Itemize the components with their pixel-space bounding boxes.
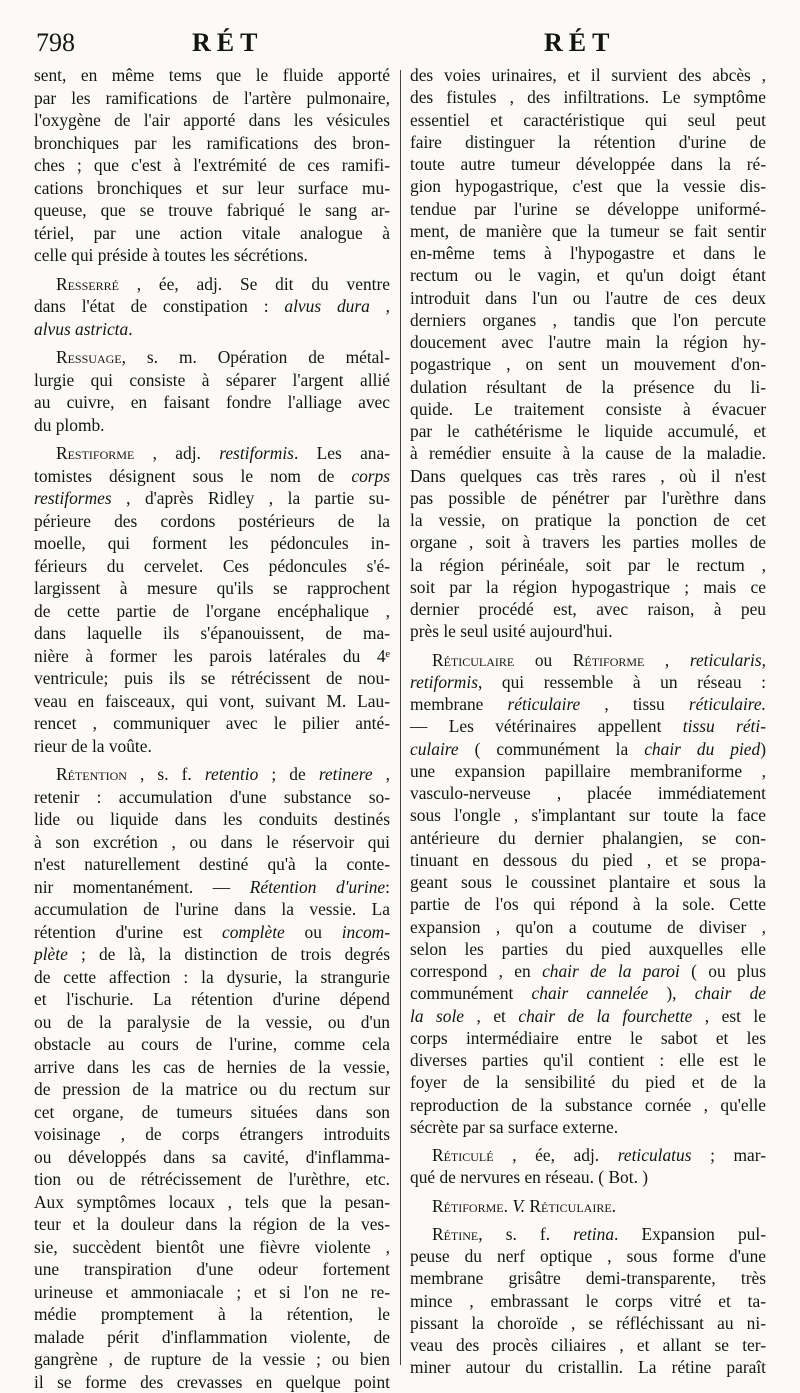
text-segment: introduit dans l'un ou l'autre de ces deux	[410, 288, 766, 308]
text-line	[410, 649, 766, 671]
text-line	[410, 242, 766, 264]
text-segment: , et	[464, 1006, 518, 1026]
text-segment: teur et la douleur dans la région de la ves-	[34, 1214, 390, 1234]
italic-term: restiformes	[34, 488, 112, 508]
italic-term: retentio	[205, 764, 258, 784]
text-line	[410, 175, 766, 197]
text-segment: à son excrétion , ou dans le réservoir qui	[34, 832, 390, 852]
text-line	[34, 1123, 390, 1146]
italic-term: corps	[351, 466, 390, 486]
text-segment: tendue par l'urine se développe uniformé-	[410, 199, 766, 219]
text-segment: quide. Le traitement consiste à évacuer	[410, 399, 766, 419]
text-segment: tomistes désignent sous le nom de	[34, 466, 351, 486]
text-line	[34, 1213, 390, 1236]
text-line	[34, 1236, 390, 1259]
italic-term: tissu réti-	[683, 716, 766, 736]
italic-term: chair de la fourchette	[518, 1006, 692, 1026]
text-line	[34, 391, 390, 414]
text-segment: moelle, qui forment les pédoncules in-	[34, 533, 390, 553]
text-line	[34, 465, 390, 488]
text-line	[34, 943, 390, 966]
italic-term: alvus astricta	[34, 319, 128, 339]
text-line	[410, 420, 766, 442]
text-line	[410, 1005, 766, 1027]
text-line	[410, 531, 766, 553]
text-segment: )	[760, 739, 766, 759]
text-line	[34, 510, 390, 533]
italic-term: complète	[222, 922, 285, 942]
text-line	[410, 287, 766, 309]
text-line	[410, 849, 766, 871]
text-segment: queuse, que se trouve fabriqué le sang ar-	[34, 200, 390, 220]
text-segment: corps intermédiaire entre le sabot et les	[410, 1028, 766, 1048]
text-segment: rectum ou le vagin, et qu'un doigt étant	[410, 265, 766, 285]
text-line	[410, 331, 766, 353]
italic-term: chair cannelée	[532, 983, 649, 1003]
text-line	[34, 64, 390, 87]
text-segment: de cette partie de l'organe encéphalique ,	[34, 601, 390, 621]
text-segment: ; de	[258, 764, 319, 784]
text-segment: ( communément la	[459, 739, 645, 759]
text-segment: ches ; que c'est à l'extrémité de ces ramifi-	[34, 155, 390, 175]
entry-headword: Rétiforme	[432, 1196, 504, 1216]
text-line	[410, 1195, 766, 1217]
text-line	[410, 220, 766, 242]
text-segment: bronchiques par les ramifications des bron-	[34, 133, 390, 153]
text-segment: antérieure du dernier phalangien, se con-	[410, 828, 766, 848]
text-line	[34, 735, 390, 758]
text-line	[410, 264, 766, 286]
text-line	[34, 318, 390, 341]
text-segment: rieur de la voûte.	[34, 736, 152, 756]
text-line	[34, 622, 390, 645]
text-line	[34, 199, 390, 222]
text-segment: nière à former les parois latérales du 4ᵉ	[34, 646, 390, 666]
text-segment: rencet , communiquer avec le pilier anté-	[34, 713, 390, 733]
text-segment: soit par la région hypogastrique ; mais ce	[410, 577, 766, 597]
text-segment: .	[128, 319, 132, 339]
text-segment: gion hypogastrique, c'est que la vessie dis-	[410, 176, 766, 196]
text-segment: arrive dans les cas de hernies de la vessie,	[34, 1057, 390, 1077]
text-segment: , s. f.	[127, 764, 205, 784]
text-line	[34, 109, 390, 132]
text-line	[410, 1027, 766, 1049]
entry-headword: Rétine	[432, 1224, 478, 1244]
text-segment: mince , embrassant le corps vitré et ta-	[410, 1291, 766, 1311]
text-segment: férieurs du cervelet. Ces pédoncules s'é-	[34, 556, 390, 576]
text-segment: partie de l'os qui répond à la sole. Cette	[410, 894, 766, 914]
text-line	[410, 487, 766, 509]
text-line	[34, 786, 390, 809]
text-line	[410, 109, 766, 131]
text-segment: lurgie qui consiste à séparer l'argent allié	[34, 370, 390, 390]
text-segment: pas possible de pénétrer par l'urèthre dans	[410, 488, 766, 508]
entry-headword: Rétiforme	[573, 650, 645, 670]
text-segment: à remédier ensuite à la cause de la maladie.	[410, 443, 766, 463]
italic-term: la sole	[410, 1006, 464, 1026]
text-segment: toute autre tumeur développée dans la ré-	[410, 154, 766, 174]
text-line	[410, 938, 766, 960]
text-segment: la vessie, on pratique la ponction de cet	[410, 510, 766, 530]
text-line	[34, 1056, 390, 1079]
text-segment: rétention d'urine est	[34, 922, 222, 942]
text-line	[410, 554, 766, 576]
text-segment: .	[612, 1196, 616, 1216]
text-line	[34, 346, 390, 369]
text-segment: miner autour du cristallin. La rétine paraît	[410, 1357, 766, 1377]
text-segment: près le seul usité aujourd'hui.	[410, 621, 613, 641]
text-segment: sous l'ongle , s'implantant sur toute la face	[410, 805, 766, 825]
text-segment: ,	[644, 650, 689, 670]
entry-headword: Rétention	[56, 764, 127, 784]
text-line	[34, 369, 390, 392]
text-segment: , s. f.	[478, 1224, 573, 1244]
text-segment: une expansion papillaire membraniforme ,	[410, 761, 766, 781]
text-line	[410, 916, 766, 938]
text-line	[410, 465, 766, 487]
text-segment: , ée, adj.	[494, 1145, 618, 1165]
text-segment: l'oxygène de l'air apporté dans les vésicules	[34, 110, 390, 130]
text-line	[410, 309, 766, 331]
italic-term: chair de la paroi	[542, 961, 680, 981]
text-line	[410, 131, 766, 153]
text-line	[34, 712, 390, 735]
left-text-column	[34, 64, 390, 1393]
entry-headword: Réticulaire	[432, 650, 514, 670]
text-segment: qué de nervures en réseau. ( Bot. )	[410, 1167, 648, 1187]
text-segment: . Les ana-	[294, 443, 390, 463]
text-segment: Aux symptômes locaux , tels que la pesan-	[34, 1192, 390, 1212]
text-line	[410, 1049, 766, 1071]
entry-headword: Resserré	[56, 274, 119, 294]
text-segment: ; de là, la distinction de trois degrés	[68, 944, 390, 964]
text-segment: .	[504, 1196, 513, 1216]
italic-term: réticulaire.	[689, 694, 766, 714]
text-line	[410, 1290, 766, 1312]
text-segment: veau en faisceaux, qui vont, suivant M. Lau-	[34, 691, 390, 711]
text-line	[34, 1191, 390, 1214]
text-segment: par les ramifications de l'artère pulmonaire,	[34, 88, 390, 108]
text-line	[34, 988, 390, 1011]
text-segment: reproduction de la substance cornée , qu'elle	[410, 1095, 766, 1115]
text-line	[410, 760, 766, 782]
text-line	[34, 442, 390, 465]
text-line	[34, 921, 390, 944]
text-line	[410, 1312, 766, 1334]
italic-term: culaire	[410, 739, 459, 759]
text-line	[34, 87, 390, 110]
text-line	[410, 1094, 766, 1116]
text-line	[34, 1326, 390, 1349]
text-line	[410, 509, 766, 531]
text-segment: pissant la choroïde , se réfléchissant au ni-	[410, 1313, 766, 1333]
italic-term: chair de	[695, 983, 766, 1003]
text-line	[34, 1258, 390, 1281]
text-segment: obstacle au cours de l'urine, comme cela	[34, 1034, 390, 1054]
text-line	[410, 376, 766, 398]
text-line	[410, 827, 766, 849]
text-line	[34, 831, 390, 854]
text-line	[410, 1356, 766, 1378]
text-segment: ; mar-	[691, 1145, 766, 1165]
text-segment: du plomb.	[34, 415, 105, 435]
text-segment: ventricule; puis ils se rétrécissent de nou-	[34, 668, 390, 688]
running-head-left: RÉT	[192, 28, 263, 58]
text-line	[34, 1168, 390, 1191]
text-line	[410, 693, 766, 715]
text-segment: voisinage , de corps étrangers introduits	[34, 1124, 390, 1144]
text-line	[34, 244, 390, 267]
text-segment: des fistules , des infiltrations. Le symptôme	[410, 87, 766, 107]
text-line	[34, 808, 390, 831]
right-text-column	[410, 64, 766, 1379]
text-segment: expansion , qu'on a coutume de diviser ,	[410, 917, 766, 937]
text-line	[34, 295, 390, 318]
text-segment: communément	[410, 983, 532, 1003]
text-segment: lide ou liquide dans les conduits destinés	[34, 809, 390, 829]
entry-headword: Réticulé	[432, 1145, 494, 1165]
text-segment: des voies urinaires, et il survient des abcès ,	[410, 65, 766, 85]
text-segment: celle qui préside à toutes les sécrétions.	[34, 245, 308, 265]
text-segment: par le cathétérisme le liquide accumulé, et	[410, 421, 766, 441]
text-segment: vasculo-nerveuse , placée immédiatement	[410, 783, 766, 803]
text-line	[410, 620, 766, 642]
text-line	[410, 1166, 766, 1188]
text-segment: largissent à mesure qu'ils se rapprochent	[34, 578, 390, 598]
text-line	[34, 1348, 390, 1371]
text-segment: selon les parties du pied auxquelles elle	[410, 939, 766, 959]
text-segment: tinuant en dessous du pied , et se propa-	[410, 850, 766, 870]
text-segment: tion ou de rétrécissement de l'urèthre, etc.	[34, 1169, 390, 1189]
text-segment: cations bronchiques et sur leur surface mu-	[34, 178, 390, 198]
text-segment: médie promptement à la rétention, le	[34, 1304, 390, 1324]
text-line	[34, 132, 390, 155]
text-line	[410, 982, 766, 1004]
text-segment: de cette affection : la dysurie, la strangurie	[34, 967, 390, 987]
text-segment: , d'après Ridley , la partie su-	[112, 488, 390, 508]
text-segment: dans laquelle ils s'épanouissent, de ma-	[34, 623, 390, 643]
text-segment: ment, de manière que la tumeur se fait sentir	[410, 221, 766, 241]
text-segment: accumulation de l'urine dans la vessie. La	[34, 899, 390, 919]
text-line	[34, 898, 390, 921]
text-line	[34, 177, 390, 200]
text-line	[410, 398, 766, 420]
text-segment: une transpiration d'une odeur fortement	[34, 1259, 390, 1279]
italic-term: reticularis,	[690, 650, 766, 670]
text-segment: ou	[514, 650, 573, 670]
italic-term: V.	[512, 1196, 525, 1216]
text-line	[34, 273, 390, 296]
text-segment: il se forme des crevasses en quelque point	[34, 1372, 390, 1392]
text-line	[34, 667, 390, 690]
text-line	[410, 893, 766, 915]
text-line	[410, 576, 766, 598]
text-segment: urineuse et ammoniacale ; et si l'on ne re-	[34, 1282, 390, 1302]
text-line	[34, 645, 390, 668]
text-segment: ou	[285, 922, 342, 942]
text-segment: retenir : accumulation d'une substance so-	[34, 787, 390, 807]
text-line	[34, 154, 390, 177]
italic-term: chair du pied	[644, 739, 760, 759]
text-segment: cet organe, de tumeurs situées dans son	[34, 1102, 390, 1122]
text-line	[410, 671, 766, 693]
text-segment: au cuivre, en faisant fondre l'alliage avec	[34, 392, 390, 412]
text-segment: essentiel et caractéristique qui seul peut	[410, 110, 766, 130]
text-segment: membrane	[410, 694, 508, 714]
text-line	[410, 1334, 766, 1356]
text-segment: membrane grisâtre demi-transparente, très	[410, 1268, 766, 1288]
text-line	[34, 853, 390, 876]
text-segment: . Expansion pul-	[614, 1224, 766, 1244]
text-line	[34, 414, 390, 437]
italic-term: restiformis	[219, 443, 294, 463]
page-number: 798	[36, 28, 75, 58]
text-segment: , s. m. Opération de métal-	[122, 347, 390, 367]
text-line	[34, 966, 390, 989]
text-segment: pogastrique , on sent un mouvement d'on-	[410, 354, 766, 374]
text-line	[34, 1033, 390, 1056]
text-segment: , tissu	[580, 694, 689, 714]
text-line	[34, 487, 390, 510]
text-segment: — Les vétérinaires appellent	[410, 716, 683, 736]
text-line	[410, 353, 766, 375]
text-line	[34, 1146, 390, 1169]
italic-term: retinere	[319, 764, 373, 784]
text-segment: ( ou plus	[680, 961, 766, 981]
text-line	[410, 715, 766, 737]
text-segment: , adj.	[134, 443, 219, 463]
italic-term: retina	[573, 1224, 614, 1244]
text-line	[410, 598, 766, 620]
text-line	[410, 64, 766, 86]
text-line	[34, 763, 390, 786]
text-line	[410, 153, 766, 175]
text-segment: sie, succèdent bientôt une fièvre violente ,	[34, 1237, 390, 1257]
text-segment: ou de la paralysie de la vessie, ou d'un	[34, 1012, 390, 1032]
italic-term: réticulaire	[508, 694, 581, 714]
text-segment: et l'ischurie. La rétention d'urine dépend	[34, 989, 390, 1009]
text-line	[34, 600, 390, 623]
text-segment: correspond , en	[410, 961, 542, 981]
text-line	[410, 1223, 766, 1245]
text-segment: ,	[370, 296, 390, 316]
italic-term: Rétention d'urine	[250, 877, 385, 897]
text-segment: sent, en même tems que le fluide apporté	[34, 65, 390, 85]
italic-term: plète	[34, 944, 68, 964]
text-line	[410, 804, 766, 826]
text-line	[34, 1101, 390, 1124]
text-line	[34, 1371, 390, 1393]
entry-headword: Restiforme	[56, 443, 134, 463]
italic-term: retiformis	[410, 672, 478, 692]
text-line	[410, 1116, 766, 1138]
text-segment: :	[385, 877, 390, 897]
text-segment: malade périt d'inflammation violente, de	[34, 1327, 390, 1347]
text-line	[34, 1303, 390, 1326]
column-divider	[400, 70, 401, 1365]
text-segment: en-même tems à l'hypogastre et dans le	[410, 243, 766, 263]
text-line	[410, 1144, 766, 1166]
entry-headword: Réticulaire	[529, 1196, 611, 1216]
text-line	[410, 1071, 766, 1093]
text-segment: , ée, adj. Se dit du ventre	[119, 274, 390, 294]
text-segment: dernier procédé est, avec raison, à peu	[410, 599, 766, 619]
text-line	[34, 876, 390, 899]
text-segment: sécrète par sa surface externe.	[410, 1117, 618, 1137]
text-segment: foyer de la sensibilité du pied et de la	[410, 1072, 766, 1092]
text-segment: derniers organes , tandis que l'on percute	[410, 310, 766, 330]
italic-term: reticulatus	[618, 1145, 692, 1165]
text-line	[34, 1078, 390, 1101]
text-segment: de pression de la matrice ou du rectum sur	[34, 1079, 390, 1099]
text-line	[410, 871, 766, 893]
text-segment: faire distinguer la rétention d'urine de	[410, 132, 766, 152]
text-segment: geant sous le coussinet plantaire et sous la	[410, 872, 766, 892]
text-line	[410, 960, 766, 982]
text-line	[410, 738, 766, 760]
entry-headword: Ressuage	[56, 347, 122, 367]
text-segment: Dans quelques cas très rares , où il n'est	[410, 466, 766, 486]
text-segment: ou développés dans sa cavité, d'inflamma-	[34, 1147, 390, 1167]
text-segment: ,	[373, 764, 390, 784]
italic-term: alvus dura	[284, 296, 369, 316]
text-line	[34, 1011, 390, 1034]
text-segment: gangrène , de rupture de la vessie ; ou bien	[34, 1349, 390, 1369]
running-head-right: RÉT	[544, 28, 615, 58]
text-segment: tériel, par une action vitale analogue à	[34, 223, 390, 243]
text-segment: dans l'état de constipation :	[34, 296, 284, 316]
italic-term: incom-	[342, 922, 390, 942]
text-segment: nir momentanément. —	[34, 877, 250, 897]
text-segment: organe , soit à travers les parties molles de	[410, 532, 766, 552]
text-line	[410, 442, 766, 464]
text-segment: la région périnéale, soit par le rectum ,	[410, 555, 766, 575]
text-segment: dulation résultant de la présence du li-	[410, 377, 766, 397]
text-line	[34, 690, 390, 713]
text-segment: ),	[648, 983, 694, 1003]
text-segment: diverses parties qu'il contient : elle est le	[410, 1050, 766, 1070]
text-line	[410, 782, 766, 804]
text-line	[34, 1281, 390, 1304]
text-line	[34, 532, 390, 555]
text-segment: veau des procès ciliaires , et allant se ter-	[410, 1335, 766, 1355]
text-segment: périeure des cordons postérieurs de la	[34, 511, 390, 531]
text-segment: , est le	[692, 1006, 766, 1026]
text-segment: , qui ressemble à un réseau :	[478, 672, 766, 692]
text-segment: doucement avec l'autre main la région hy-	[410, 332, 766, 352]
text-line	[410, 1267, 766, 1289]
text-line	[410, 1245, 766, 1267]
text-line	[410, 86, 766, 108]
text-line	[34, 577, 390, 600]
text-line	[34, 222, 390, 245]
text-line	[410, 198, 766, 220]
text-line	[34, 555, 390, 578]
text-segment: n'est naturellement destiné qu'à la conte-	[34, 854, 390, 874]
text-segment: peuse du nerf optique , sous forme d'une	[410, 1246, 766, 1266]
